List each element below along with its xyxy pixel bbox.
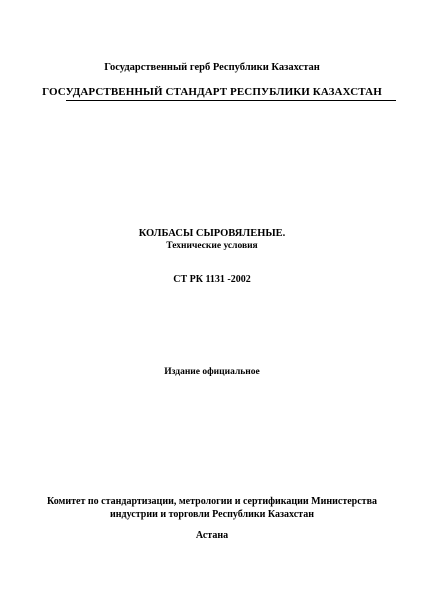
emblem-text: Государственный герб Республики Казахстан <box>104 62 320 73</box>
publisher-line-2: индустрии и торговли Республики Казахстан <box>110 509 314 520</box>
publication-city: Астана <box>195 530 229 541</box>
publisher-line-1: Комитет по стандартизации, метрологии и сертификации Министерства <box>46 496 377 507</box>
standard-title: ГОСУДАРСТВЕННЫЙ СТАНДАРТ РЕСПУБЛИКИ КАЗАХСТАН <box>42 86 382 98</box>
document-number: СТ РК 1131 -2002 <box>173 274 251 285</box>
edition-label: Издание официальное <box>164 367 260 377</box>
document-title: КОЛБАСЫ СЫРОВЯЛЕНЫЕ. <box>138 228 286 239</box>
header-divider <box>66 100 396 101</box>
document-subtitle: Технические условия <box>166 241 258 251</box>
